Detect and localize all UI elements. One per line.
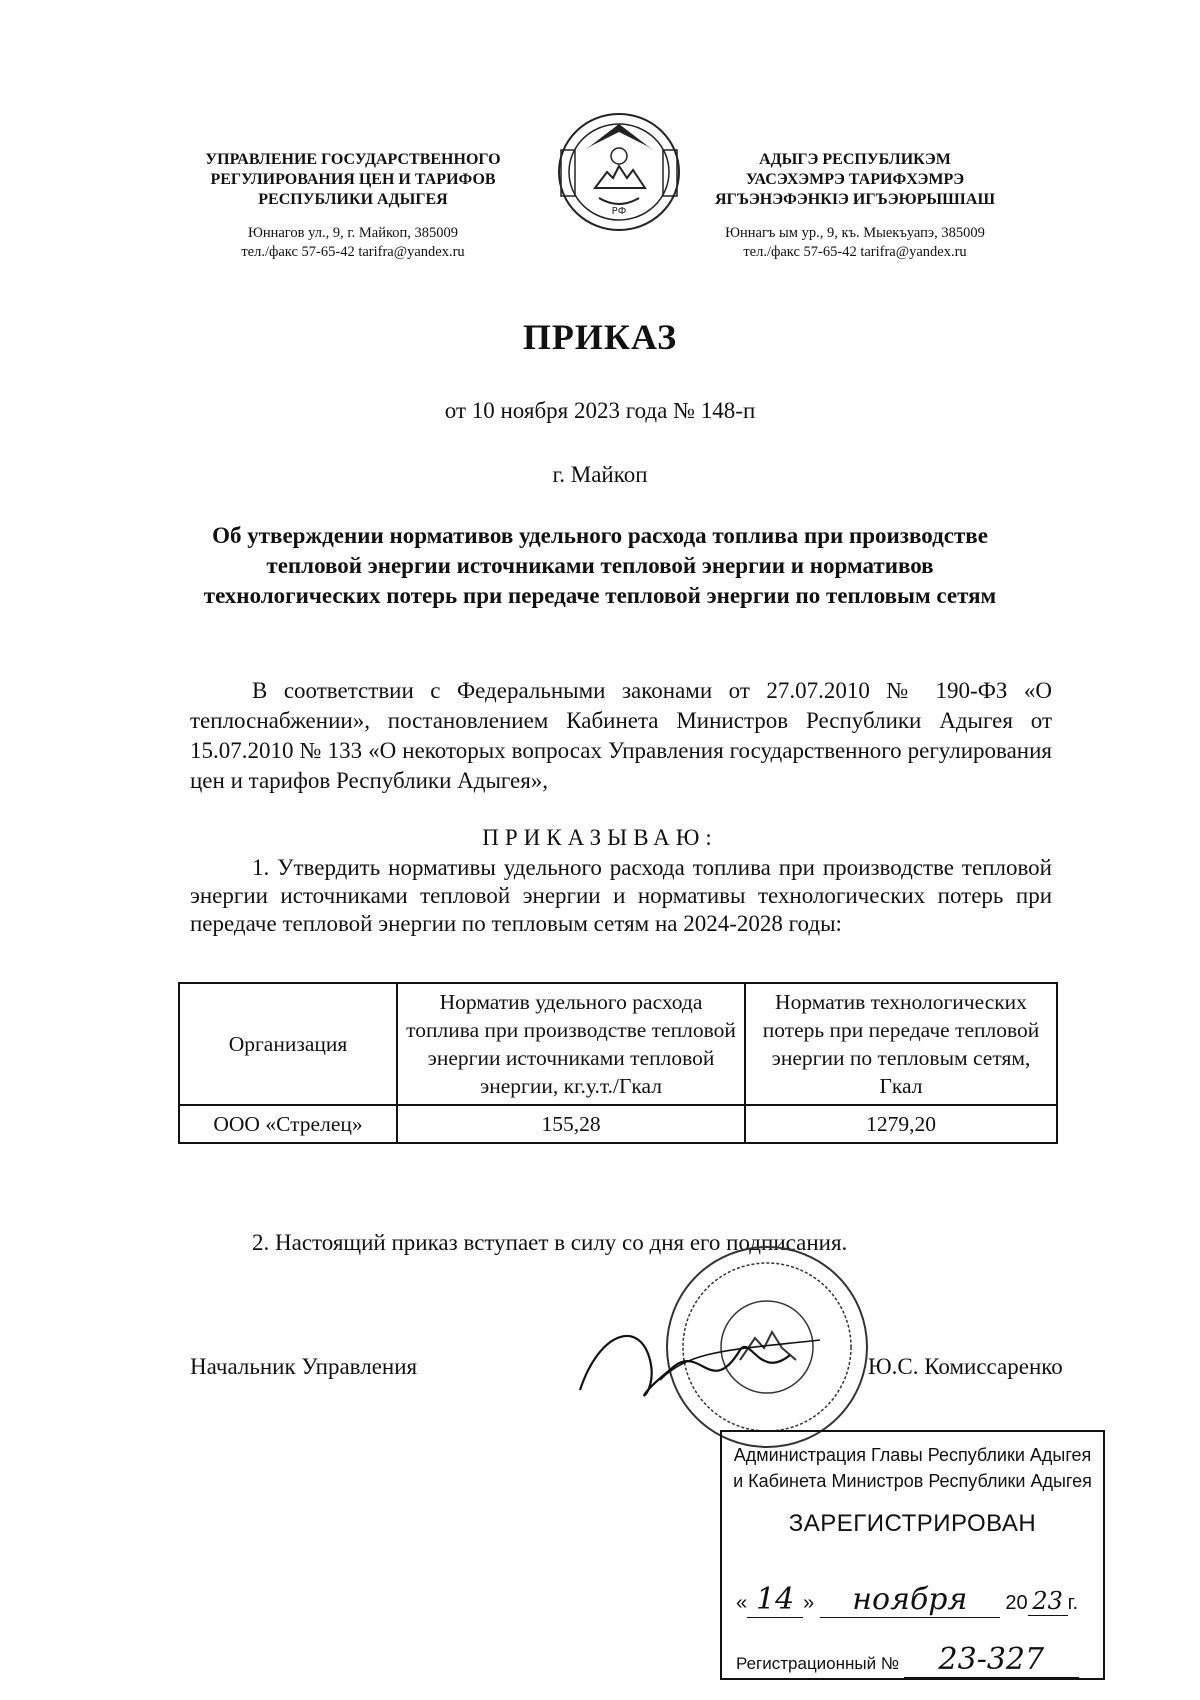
item-2-paragraph: 2. Настоящий приказ вступает в силу со дня его подписания. bbox=[252, 1230, 848, 1255]
registration-month: ноября bbox=[820, 1582, 1000, 1618]
table-row bbox=[179, 1105, 1057, 1143]
preamble-paragraph: В соответствии с Федеральными законами от 27.07.2010 № 190-ФЗ «О теплоснабжении», постановлением Кабинета Министров Республики Адыгея от 15.07.2010 № 133 «О некоторых вопросах Управления государственного регулирования цен и тарифов Республики Адыгея», bbox=[190, 678, 1052, 793]
org-address-ru: Юннагов ул., 9, г. Майкоп, 385009 тел./факс 57-65-42 tarifra@yandex.ru bbox=[241, 225, 465, 260]
registration-stamp bbox=[720, 1430, 1105, 1680]
document-date: от 10 ноября 2023 года № 148-п bbox=[444, 398, 756, 423]
registration-year: 23 bbox=[1028, 1587, 1068, 1616]
handwritten-signature bbox=[560, 1310, 860, 1420]
document-subject: Об утверждении нормативов удельного расхода топлива при производстве тепловой энергии источниками тепловой энергии и нормативов технологических потерь при передаче тепловой энергии по тепловым сетям bbox=[203, 523, 997, 608]
table-header-cell: Норматив технологических потерь при передаче тепловой энергии по тепловым сетям, Гкал bbox=[745, 983, 1057, 1105]
registration-year-prefix: 20 bbox=[1005, 1592, 1028, 1614]
table-header-cell: Норматив удельного расхода топлива при производстве тепловой энергии источниками тепловой энергии, кг.у.т./Гкал bbox=[397, 983, 745, 1105]
order-heading: ПРИКАЗЫВАЮ: bbox=[482, 825, 718, 850]
registration-day: 14 bbox=[747, 1582, 803, 1618]
item-1-paragraph: 1. Утвердить нормативы удельного расхода топлива при производстве тепловой энергии источниками тепловой энергии и нормативы технологических потерь при передаче тепловой энергии по тепловым сетям на 2024-2028 годы: bbox=[190, 855, 1052, 936]
registration-org: Администрация Главы Республики Адыгея и Кабинета Министров Республики Адыгея bbox=[733, 1445, 1092, 1491]
registration-date: « 14 » ноября 20 23 г. bbox=[736, 1582, 1079, 1617]
table-header-cell: Организация bbox=[179, 983, 397, 1105]
header-left bbox=[168, 150, 538, 262]
org-address-adyghe: Юннагъ ым ур., 9, къ. Мыекъуапэ, 385009 тел./факс 57-65-42 tarifra@yandex.ru bbox=[725, 225, 985, 260]
table-cell-fuel-norm: 155,28 bbox=[397, 1105, 745, 1143]
registration-year-unit: г. bbox=[1067, 1592, 1079, 1614]
registration-number-label: Регистрационный № bbox=[736, 1654, 900, 1673]
emblem-label: РФ bbox=[611, 206, 627, 217]
document-title: ПРИКАЗ bbox=[522, 317, 678, 357]
table-cell-organization: ООО «Стрелец» bbox=[179, 1105, 397, 1143]
registration-number-row bbox=[736, 1642, 1079, 1678]
header-right bbox=[690, 150, 1020, 262]
table-cell-loss-norm: 1279,20 bbox=[745, 1105, 1057, 1143]
org-name-adyghe: АДЫГЭ РЕСПУБЛИКЭМ УАСЭХЭМРЭ ТАРИФХЭМРЭ ЯГЪЭНЭФЭНКIЭ ИГЪЭЮРЫШIАШ bbox=[714, 151, 996, 208]
document-city: г. Майкоп bbox=[552, 462, 648, 487]
norms-table bbox=[178, 982, 1058, 1144]
signatory-title: Начальник Управления bbox=[190, 1354, 418, 1379]
table-header-row bbox=[179, 983, 1057, 1105]
registration-number: 23-327 bbox=[904, 1642, 1079, 1678]
registration-status: ЗАРЕГИСТРИРОВАН bbox=[788, 1510, 1037, 1537]
signatory-name: Ю.С. Комиссаренко bbox=[868, 1354, 1063, 1379]
org-name-ru: УПРАВЛЕНИЕ ГОСУДАРСТВЕННОГО РЕГУЛИРОВАНИЯ ЦЕН И ТАРИФОВ РЕСПУБЛИКИ АДЫГЕЯ bbox=[205, 151, 501, 208]
coat-of-arms-emblem bbox=[555, 110, 683, 235]
